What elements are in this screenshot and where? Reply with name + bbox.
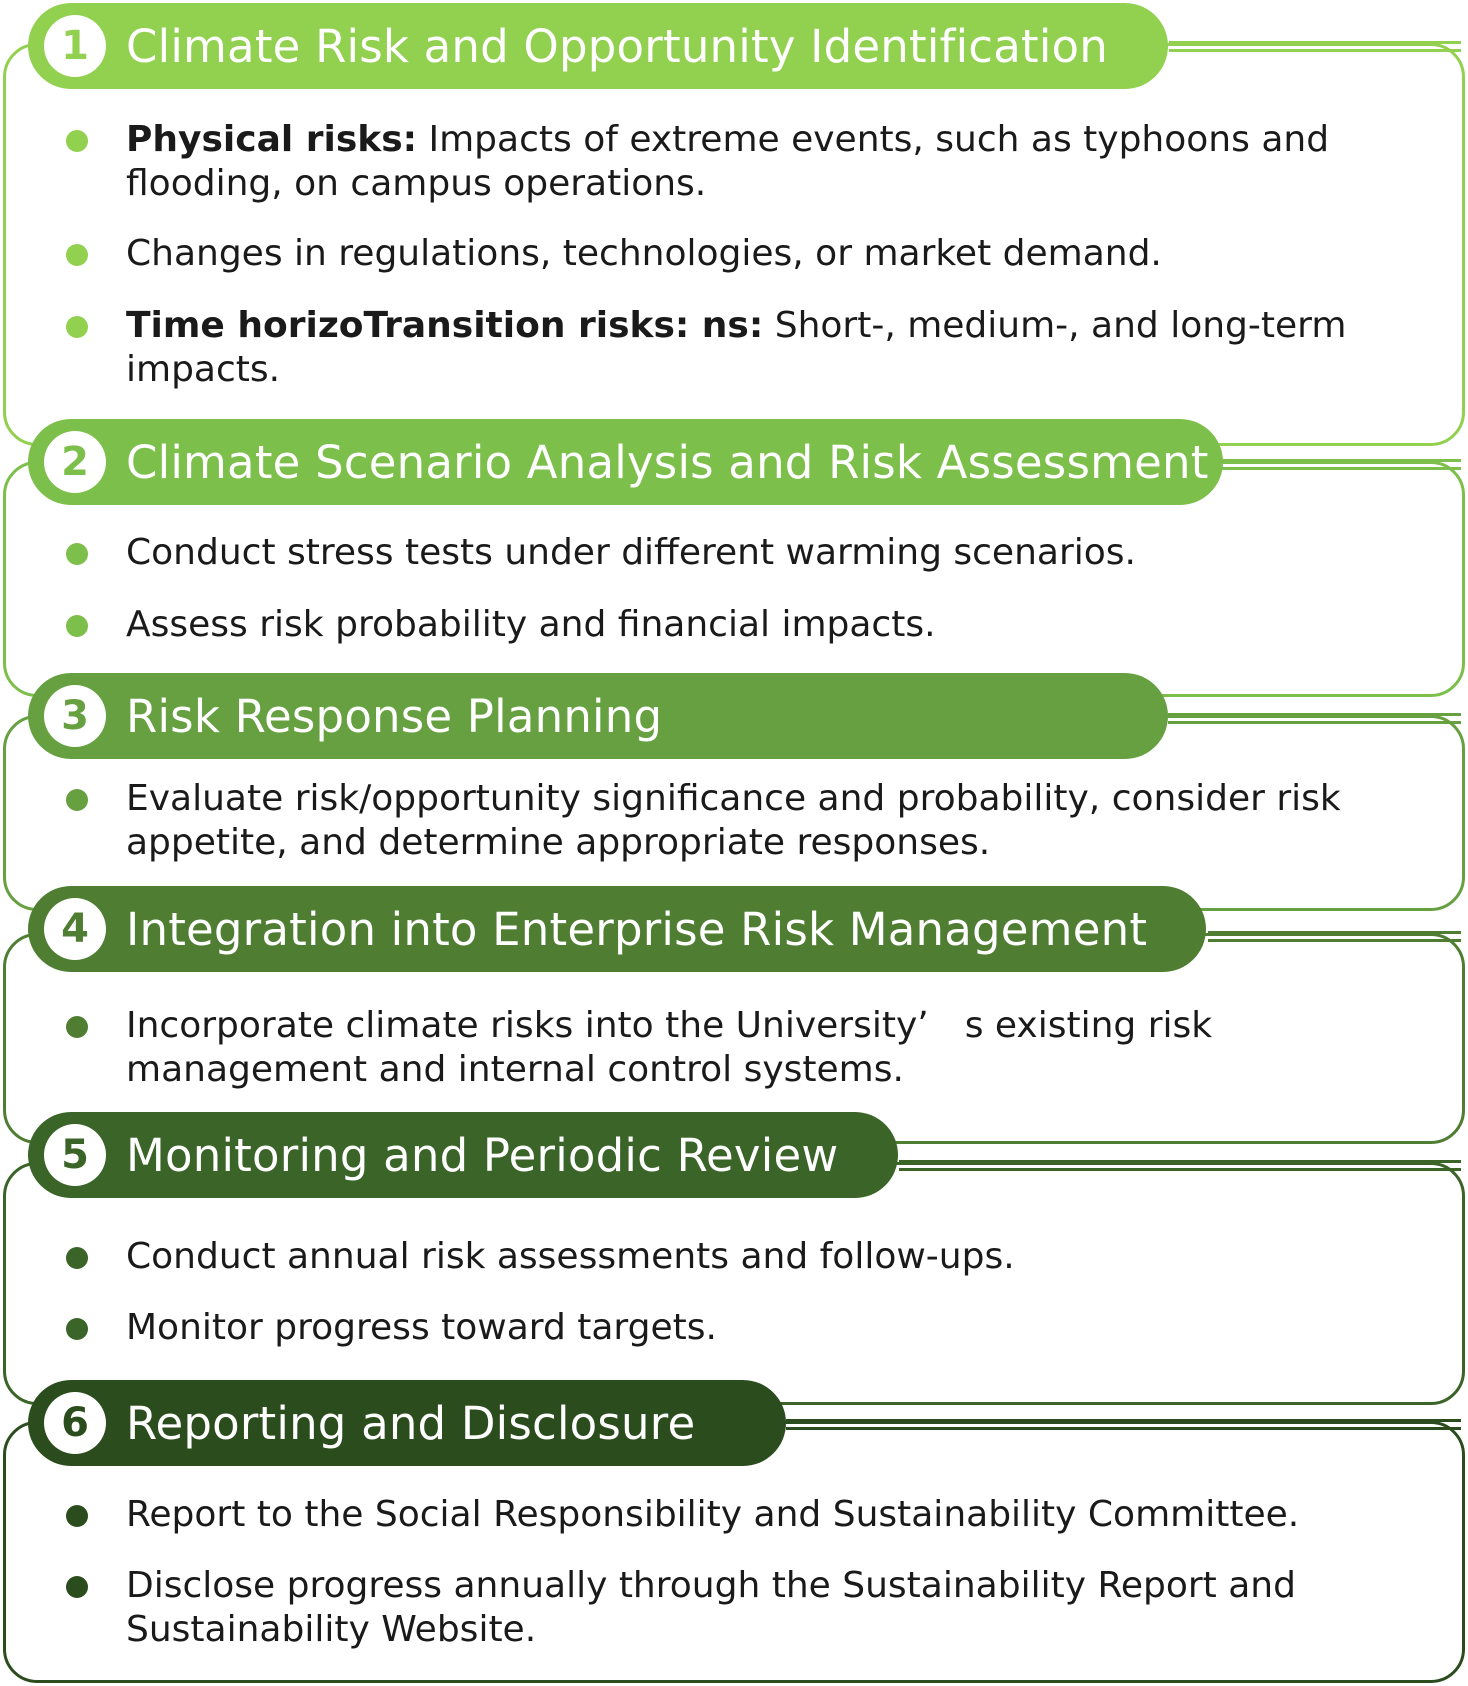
step-3-number: 3: [44, 685, 106, 747]
step-4-title: Integration into Enterprise Risk Management: [126, 902, 1148, 956]
step-4-number: 4: [44, 898, 106, 960]
step-2-title: Climate Scenario Analysis and Risk Assessment: [126, 435, 1209, 489]
step-3-item-1: Evaluate risk/opportunity significance and probability, consider risk appetite, and determine appropriate responses.: [60, 777, 1400, 865]
step-2-item-2: Assess risk probability and financial impacts.: [60, 603, 1400, 647]
step-6-number: 6: [44, 1392, 106, 1454]
step-5-title: Monitoring and Periodic Review: [126, 1128, 839, 1182]
step-4-header: [28, 886, 1206, 972]
step-5-number: 5: [44, 1124, 106, 1186]
step-3-header: [28, 673, 1168, 759]
step-5-box: [3, 1162, 1465, 1405]
bullet-icon: [66, 1016, 88, 1038]
bullet-icon: [66, 1505, 88, 1527]
step-1-connector: [1169, 41, 1461, 52]
step-1-header: [28, 3, 1168, 89]
bullet-icon: [66, 789, 88, 811]
step-2-number: 2: [44, 431, 106, 493]
step-1-title: Climate Risk and Opportunity Identification: [126, 19, 1109, 73]
step-3-title: Risk Response Planning: [126, 689, 663, 743]
bullet-icon: [66, 615, 88, 637]
step-2-item-1: Conduct stress tests under different warming scenarios.: [60, 531, 1400, 575]
bullet-icon: [66, 1318, 88, 1340]
step-2-header: [28, 419, 1223, 505]
step-5-item-2: Monitor progress toward targets.: [60, 1306, 1400, 1350]
step-1-item-1: Physical risks: Impacts of extreme events, such as typhoons and flooding, on campus operations.: [60, 118, 1400, 206]
step-1-number: 1: [44, 15, 106, 77]
step-5-header: [28, 1112, 898, 1198]
bullet-icon: [66, 543, 88, 565]
step-6-item-2: Disclose progress annually through the Sustainability Report and Sustainability Website.: [60, 1564, 1400, 1652]
step-5-connector: [899, 1160, 1461, 1171]
bullet-icon: [66, 1576, 88, 1598]
step-5-item-1: Conduct annual risk assessments and follow-ups.: [60, 1235, 1400, 1279]
step-6-title: Reporting and Disclosure: [126, 1396, 696, 1450]
step-1-item-2: Changes in regulations, technologies, or market demand.: [60, 232, 1400, 276]
step-6-item-1: Report to the Social Responsibility and Sustainability Committee.: [60, 1493, 1400, 1537]
bullet-icon: [66, 244, 88, 266]
bullet-icon: [66, 130, 88, 152]
step-6-connector: [786, 1419, 1461, 1430]
step-4-item-1: Incorporate climate risks into the University’ s existing risk management and internal control systems.: [60, 1004, 1400, 1092]
step-1-item-3: Time horizoTransition risks: ns: Short-, medium-, and long-term impacts.: [60, 304, 1400, 392]
bullet-icon: [66, 316, 88, 338]
step-3-connector: [1168, 713, 1461, 724]
bullet-icon: [66, 1247, 88, 1269]
step-4-connector: [1208, 931, 1461, 942]
step-6-header: [28, 1380, 786, 1466]
step-2-connector: [1222, 459, 1461, 470]
